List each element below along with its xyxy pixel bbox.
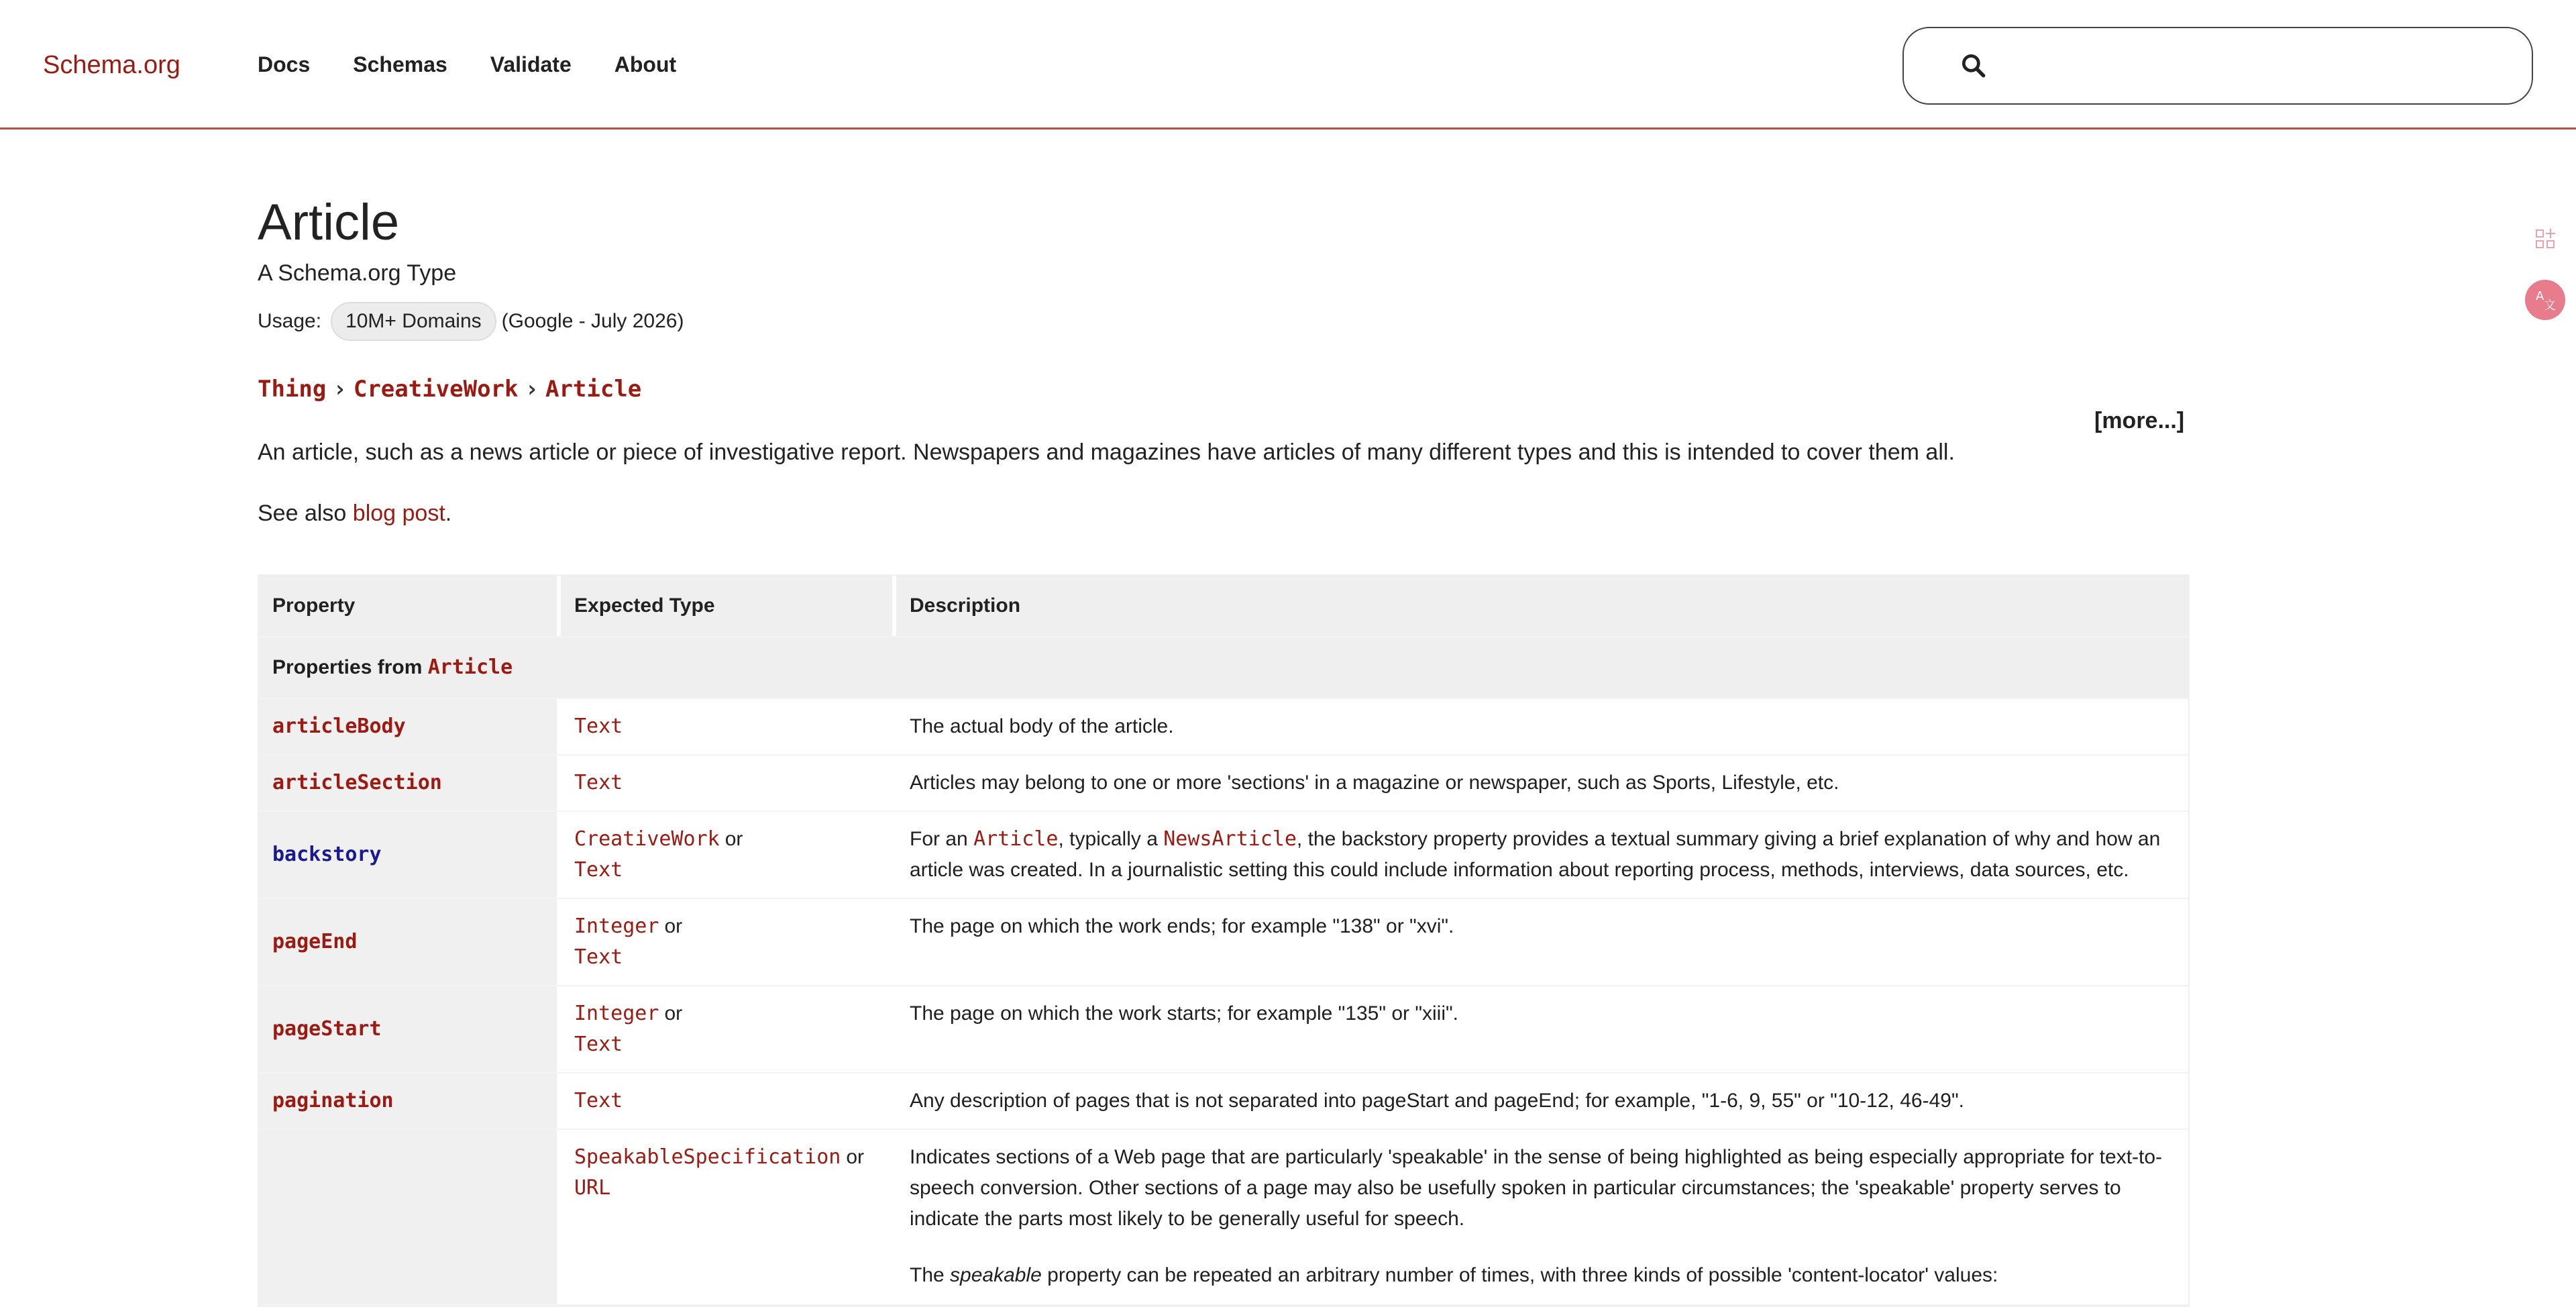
type-cell <box>561 1130 896 1304</box>
breadcrumb-separator: › <box>525 376 539 403</box>
property-link[interactable]: articleSection <box>272 771 442 794</box>
see-also-suffix: . <box>445 501 452 526</box>
table-row <box>259 1074 2188 1130</box>
usage-label: Usage: <box>258 310 322 332</box>
group-prefix: Properties from <box>272 656 423 678</box>
breadcrumb-thing[interactable]: Thing <box>258 376 327 403</box>
usage-badge: 10M+ Domains <box>331 302 496 341</box>
table-row <box>259 755 2188 812</box>
type-link[interactable]: Integer <box>574 914 659 938</box>
search-icon[interactable] <box>1959 51 1988 81</box>
property-link[interactable]: backstory <box>272 843 382 866</box>
property-link[interactable]: pageStart <box>272 1017 382 1041</box>
table-row <box>259 1130 2188 1306</box>
header-expected-type: Expected Type <box>561 576 896 636</box>
site-logo-link[interactable]: Schema.org <box>43 51 180 79</box>
breadcrumb-creativework[interactable]: CreativeWork <box>353 376 519 403</box>
page-subtitle: A Schema.org Type <box>258 260 457 286</box>
property-link[interactable]: pageEnd <box>272 930 358 953</box>
article-link[interactable]: Article <box>973 827 1059 851</box>
desc-text: For an <box>910 828 968 850</box>
header-property: Property <box>259 576 561 636</box>
breadcrumb <box>258 376 641 403</box>
usage-source: (Google - July 2026) <box>501 310 684 332</box>
header-description: Description <box>896 576 2188 636</box>
apps-extension-icon[interactable] <box>2525 219 2565 259</box>
type-link[interactable]: Text <box>574 771 623 794</box>
usage-line <box>258 302 684 341</box>
property-cell <box>259 986 561 1072</box>
properties-group-row <box>259 637 2188 699</box>
property-link[interactable]: pagination <box>272 1089 394 1112</box>
type-link[interactable]: SpeakableSpecification <box>574 1145 841 1169</box>
description-cell: The actual body of the article. <box>910 715 1174 737</box>
property-cell <box>259 812 561 898</box>
group-type-link[interactable]: Article <box>427 656 513 679</box>
desc-text: , typically a <box>1058 828 1158 850</box>
desc-paragraph: Indicates sections of a Web page that are particularly 'speakable' in the sense of being highlighted as being especially appropriate for text-to-speech conversion. Other sections of a page may also be usefully spoken in particular circumstances; the 'speakable' property serves to indicate the parts most likely to be generally useful for speech. <box>910 1146 2163 1230</box>
description-cell <box>896 812 2188 898</box>
desc-text: property can be repeated an arbitrary number of times, with three kinds of possible 'content-locator' values: <box>1047 1264 1998 1286</box>
type-link[interactable]: Text <box>574 858 623 882</box>
type-link[interactable]: Text <box>574 1089 623 1112</box>
or-text: or <box>664 1002 683 1025</box>
page-title: Article <box>258 194 400 251</box>
type-cell <box>561 986 896 1072</box>
type-link[interactable]: Integer <box>574 1002 659 1025</box>
see-also <box>258 501 451 527</box>
type-cell <box>561 699 896 754</box>
more-link[interactable]: [more...] <box>2094 408 2185 433</box>
desc-text: , the backstory property provides a textual summary giving a brief explanation of why and how an article was created. In a journalistic setting this could include information about reporting process, methods, interviews, data sources, etc. <box>910 828 2161 881</box>
description-cell: Any description of pages that is not separated into pageStart and pageEnd; for example, "1-6, 9, 55" or "10-12, 46-49". <box>910 1090 1964 1112</box>
type-link[interactable]: Text <box>574 715 623 738</box>
description-cell <box>896 1130 2188 1304</box>
property-cell <box>259 1074 561 1129</box>
translate-icon[interactable] <box>2525 280 2565 320</box>
property-cell <box>259 1130 561 1304</box>
property-link[interactable]: articleBody <box>272 715 406 738</box>
type-description: An article, such as a news article or piece of investigative report. Newspapers and magazines have articles of many different types and this is intended to cover them all. <box>258 439 1955 465</box>
or-text: or <box>664 915 683 937</box>
type-link[interactable]: CreativeWork <box>574 827 720 851</box>
type-cell <box>561 755 896 811</box>
search-box[interactable] <box>1902 27 2533 105</box>
table-row <box>259 899 2188 986</box>
site-header <box>0 0 2576 129</box>
description-cell: The page on which the work starts; for example "135" or "xiii". <box>910 1002 1458 1025</box>
breadcrumb-article[interactable]: Article <box>545 376 642 403</box>
type-cell <box>561 812 896 898</box>
nav-about[interactable]: About <box>614 52 677 76</box>
table-row <box>259 699 2188 755</box>
svg-text:A: A <box>2536 289 2544 303</box>
table-row <box>259 986 2188 1074</box>
search-input[interactable] <box>2004 42 2504 91</box>
type-link[interactable]: URL <box>574 1176 611 1200</box>
breadcrumb-separator: › <box>333 376 347 403</box>
nav-validate[interactable]: Validate <box>490 52 572 76</box>
type-link[interactable]: Text <box>574 945 623 969</box>
type-link[interactable]: Text <box>574 1033 623 1056</box>
blog-post-link[interactable]: blog post <box>352 501 445 526</box>
desc-emphasis: speakable <box>950 1264 1042 1286</box>
desc-text: The <box>910 1264 945 1286</box>
description-cell: Articles may belong to one or more 'sections' in a magazine or newspaper, such as Sports, Lifestyle, etc. <box>910 772 1839 794</box>
property-cell <box>259 755 561 811</box>
properties-table <box>258 574 2190 1307</box>
svg-text:文: 文 <box>2544 299 2556 313</box>
table-header-row <box>259 576 2188 637</box>
or-text: or <box>846 1146 865 1168</box>
see-also-prefix: See also <box>258 501 347 526</box>
property-cell <box>259 699 561 754</box>
type-cell <box>561 1074 896 1129</box>
description-cell: The page on which the work ends; for example "138" or "xvi". <box>910 915 1454 937</box>
main-nav <box>258 52 719 77</box>
newsarticle-link[interactable]: NewsArticle <box>1163 827 1297 851</box>
property-cell <box>259 899 561 985</box>
nav-docs[interactable]: Docs <box>258 52 311 76</box>
table-row <box>259 812 2188 899</box>
group-label <box>259 637 2188 698</box>
or-text: or <box>724 828 743 850</box>
nav-schemas[interactable]: Schemas <box>353 52 447 76</box>
type-cell <box>561 899 896 985</box>
desc-paragraph <box>910 1260 2175 1291</box>
